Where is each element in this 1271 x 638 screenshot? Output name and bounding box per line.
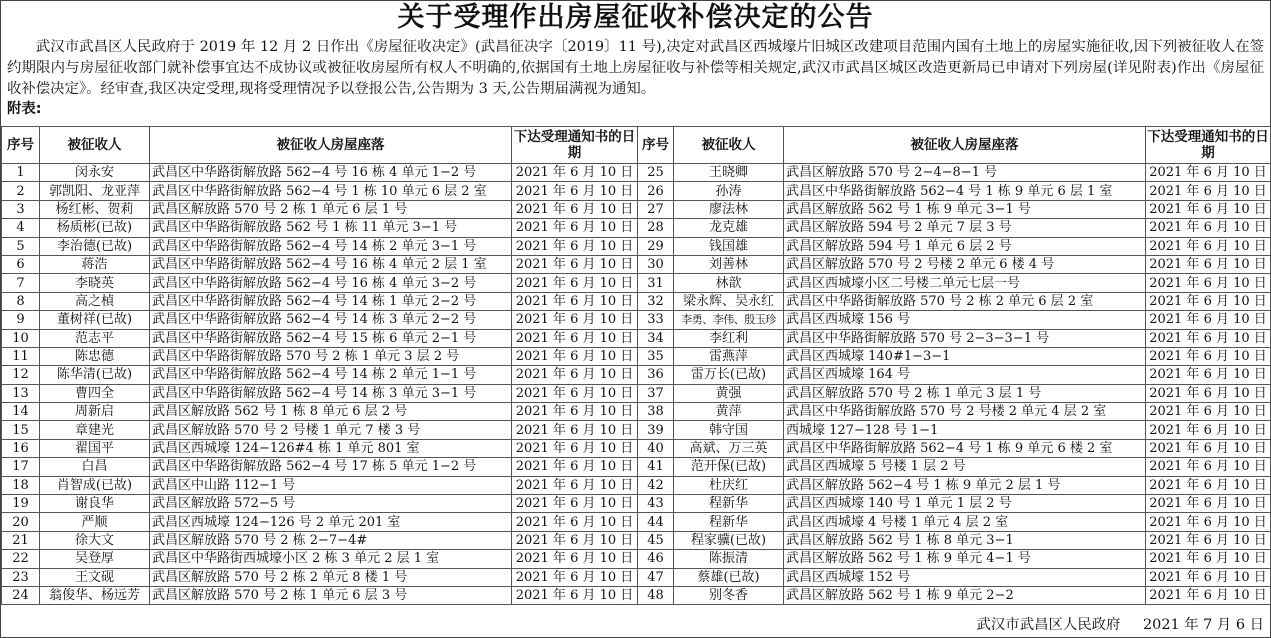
house-address: 武昌区中华路街解放路 562−4 号 1 栋 9 单元 6 楼 2 室 <box>784 439 1146 457</box>
expropriated-person: 陈忠德 <box>40 347 150 365</box>
row-number: 16 <box>2 439 40 457</box>
expropriated-person: 范开保(已故) <box>674 458 784 476</box>
house-address: 武昌区解放路 562−4 号 1 栋 9 单元 2 层 1 号 <box>784 476 1146 494</box>
house-address: 武昌区西城壕 156 号 <box>784 311 1146 329</box>
row-number: 37 <box>638 384 674 402</box>
notice-date: 2021 年 6 月 10 日 <box>1146 586 1271 604</box>
row-number: 4 <box>2 219 40 237</box>
house-address: 武昌区中华路街解放路 562−4 号 16 栋 4 单元 3−2 号 <box>150 274 512 292</box>
expropriated-person: 王文砚 <box>40 568 150 586</box>
row-number: 18 <box>2 476 40 494</box>
notice-date: 2021 年 6 月 10 日 <box>512 182 638 200</box>
row-number: 30 <box>638 255 674 273</box>
row-number: 22 <box>2 550 40 568</box>
row-number: 28 <box>638 219 674 237</box>
house-address: 武昌区西城壕 152 号 <box>784 568 1146 586</box>
notice-date: 2021 年 6 月 10 日 <box>512 531 638 549</box>
expropriated-person: 黄强 <box>674 384 784 402</box>
notice-date: 2021 年 6 月 10 日 <box>1146 347 1271 365</box>
row-number: 21 <box>2 531 40 549</box>
expropriated-person: 刘善林 <box>674 255 784 273</box>
house-address: 武昌区中华路街解放路 562−4 号 15 栋 6 单元 2−1 号 <box>150 329 512 347</box>
house-address: 武昌区解放路 572−5 号 <box>150 495 512 513</box>
row-number: 6 <box>2 255 40 273</box>
table-row <box>2 513 1271 531</box>
expropriated-person: 林歆 <box>674 274 784 292</box>
row-number: 1 <box>2 164 40 182</box>
row-number: 3 <box>2 200 40 218</box>
notice-date: 2021 年 6 月 10 日 <box>512 274 638 292</box>
notice-date: 2021 年 6 月 10 日 <box>1146 403 1271 421</box>
table-row <box>2 458 1271 476</box>
notice-date: 2021 年 6 月 10 日 <box>512 586 638 604</box>
notice-date: 2021 年 6 月 10 日 <box>512 384 638 402</box>
house-address: 武昌区解放路 562 号 1 栋 8 单元 3−1 <box>784 531 1146 549</box>
row-number: 29 <box>638 237 674 255</box>
announcement-title: 关于受理作出房屋征收补偿决定的公告 <box>397 2 874 33</box>
house-address: 武昌区西城壕 5 号楼 1 层 2 号 <box>784 458 1146 476</box>
table-body <box>2 164 1271 605</box>
notice-date: 2021 年 6 月 10 日 <box>512 311 638 329</box>
expropriated-person: 翁俊华、杨远芳 <box>40 586 150 604</box>
house-address: 武昌区中华路街解放路 570 号 2 号楼 2 单元 4 层 2 室 <box>784 403 1146 421</box>
house-address: 武昌区西城壕 124−126#4 栋 1 单元 801 室 <box>150 439 512 457</box>
table-row <box>2 164 1271 182</box>
row-number: 34 <box>638 329 674 347</box>
house-address: 武昌区西城壕 164 号 <box>784 366 1146 384</box>
expropriated-person: 孙涛 <box>674 182 784 200</box>
issue-date: 2021 年 7 月 6 日 <box>1143 617 1264 633</box>
row-number: 42 <box>638 476 674 494</box>
table-row <box>2 586 1271 604</box>
row-number: 45 <box>638 531 674 549</box>
table-row <box>2 255 1271 273</box>
row-number: 31 <box>638 274 674 292</box>
expropriated-person: 周新启 <box>40 403 150 421</box>
table-row <box>2 421 1271 439</box>
row-number: 11 <box>2 347 40 365</box>
expropriated-person: 程新华 <box>674 513 784 531</box>
notice-date: 2021 年 6 月 10 日 <box>512 164 638 182</box>
expropriated-person: 钱国雄 <box>674 237 784 255</box>
header-name-right: 被征收人 <box>674 127 784 164</box>
notice-date: 2021 年 6 月 10 日 <box>1146 255 1271 273</box>
table-row <box>2 329 1271 347</box>
table-row <box>2 476 1271 494</box>
house-address: 武昌区解放路 562 号 1 栋 9 单元 3−1 号 <box>784 200 1146 218</box>
house-address: 武昌区解放路 570 号 2 栋 1 单元 6 层 3 号 <box>150 586 512 604</box>
table-row <box>2 550 1271 568</box>
table-row <box>2 347 1271 365</box>
notice-date: 2021 年 6 月 10 日 <box>512 219 638 237</box>
expropriation-table <box>1 126 1271 605</box>
notice-date: 2021 年 6 月 10 日 <box>512 421 638 439</box>
expropriated-person: 龙克雄 <box>674 219 784 237</box>
header-address-right: 被征收人房屋座落 <box>784 127 1146 164</box>
expropriated-person: 杨红彬、贺莉 <box>40 200 150 218</box>
annex-label: 附表: <box>7 101 42 117</box>
expropriated-person: 曹四全 <box>40 384 150 402</box>
house-address: 武昌区解放路 570 号 2−4−8−1 号 <box>784 164 1146 182</box>
table-row <box>2 292 1271 310</box>
notice-date: 2021 年 6 月 10 日 <box>512 366 638 384</box>
row-number: 2 <box>2 182 40 200</box>
notice-date: 2021 年 6 月 10 日 <box>1146 476 1271 494</box>
house-address: 武昌区中华路街解放路 562−4 号 14 栋 3 单元 3−1 号 <box>150 384 512 402</box>
row-number: 38 <box>638 403 674 421</box>
expropriated-person: 李晓英 <box>40 274 150 292</box>
table-row <box>2 439 1271 457</box>
row-number: 5 <box>2 237 40 255</box>
house-address: 武昌区西城壕 140#1−3−1 <box>784 347 1146 365</box>
house-address: 武昌区中华路街解放路 562−4 号 14 栋 2 单元 3−1 号 <box>150 237 512 255</box>
house-address: 武昌区中华路街解放路 562−4 号 17 栋 5 单元 1−2 号 <box>150 458 512 476</box>
expropriated-person: 蒋浩 <box>40 255 150 273</box>
issuer: 武汉市武昌区人民政府 <box>976 617 1121 633</box>
expropriated-person: 白昌 <box>40 458 150 476</box>
row-number: 9 <box>2 311 40 329</box>
row-number: 24 <box>2 586 40 604</box>
house-address: 武昌区解放路 594 号 2 单元 7 层 3 号 <box>784 219 1146 237</box>
header-address-left: 被征收人房屋座落 <box>150 127 512 164</box>
expropriated-person: 郭凯阳、龙亚萍 <box>40 182 150 200</box>
notice-date: 2021 年 6 月 10 日 <box>1146 329 1271 347</box>
house-address: 武昌区中华路街西城壕小区 2 栋 3 单元 2 层 1 室 <box>150 550 512 568</box>
expropriated-person: 李勇、李伟、殷玉珍 <box>674 311 784 329</box>
house-address: 武昌区解放路 562 号 1 栋 8 单元 6 层 2 号 <box>150 403 512 421</box>
house-address: 武昌区西城壕 124−126 号 2 单元 201 室 <box>150 513 512 531</box>
expropriated-person: 程新华 <box>674 495 784 513</box>
house-address: 武昌区中华路街解放路 562−4 号 1 栋 9 单元 6 层 1 室 <box>784 182 1146 200</box>
house-address: 武昌区解放路 570 号 2 号楼 1 单元 7 楼 3 号 <box>150 421 512 439</box>
house-address: 武昌区中华路街解放路 562−4 号 14 栋 3 单元 2−2 号 <box>150 311 512 329</box>
notice-date: 2021 年 6 月 10 日 <box>1146 274 1271 292</box>
notice-date: 2021 年 6 月 10 日 <box>512 513 638 531</box>
notice-date: 2021 年 6 月 10 日 <box>512 495 638 513</box>
row-number: 39 <box>638 421 674 439</box>
row-number: 7 <box>2 274 40 292</box>
table-row <box>2 219 1271 237</box>
expropriated-person: 杜庆红 <box>674 476 784 494</box>
table-row <box>2 274 1271 292</box>
notice-date: 2021 年 6 月 10 日 <box>512 476 638 494</box>
table-row <box>2 182 1271 200</box>
house-address: 西城壕 127−128 号 1−1 <box>784 421 1146 439</box>
row-number: 48 <box>638 586 674 604</box>
notice-date: 2021 年 6 月 10 日 <box>1146 495 1271 513</box>
row-number: 14 <box>2 403 40 421</box>
expropriated-person: 蔡雄(已故) <box>674 568 784 586</box>
notice-date: 2021 年 6 月 10 日 <box>1146 200 1271 218</box>
expropriated-person: 闵永安 <box>40 164 150 182</box>
notice-date: 2021 年 6 月 10 日 <box>512 568 638 586</box>
row-number: 23 <box>2 568 40 586</box>
notice-date: 2021 年 6 月 10 日 <box>1146 439 1271 457</box>
row-number: 17 <box>2 458 40 476</box>
expropriated-person: 韩守国 <box>674 421 784 439</box>
notice-date: 2021 年 6 月 10 日 <box>512 403 638 421</box>
expropriated-person: 徐大文 <box>40 531 150 549</box>
header-name-left: 被征收人 <box>40 127 150 164</box>
row-number: 13 <box>2 384 40 402</box>
notice-date: 2021 年 6 月 10 日 <box>512 329 638 347</box>
notice-date: 2021 年 6 月 10 日 <box>1146 182 1271 200</box>
row-number: 36 <box>638 366 674 384</box>
row-number: 15 <box>2 421 40 439</box>
row-number: 46 <box>638 550 674 568</box>
expropriated-person: 李红利 <box>674 329 784 347</box>
table-row <box>2 568 1271 586</box>
table-row <box>2 237 1271 255</box>
row-number: 10 <box>2 329 40 347</box>
table-row <box>2 311 1271 329</box>
expropriated-person: 廖法林 <box>674 200 784 218</box>
row-number: 12 <box>2 366 40 384</box>
house-address: 武昌区解放路 562 号 1 栋 9 单元 4−1 号 <box>784 550 1146 568</box>
header-date-right: 下达受理通知书的日期 <box>1146 127 1271 164</box>
house-address: 武昌区中华路街解放路 562−4 号 1 栋 10 单元 6 层 2 室 <box>150 182 512 200</box>
house-address: 武昌区中华路街解放路 570 号 2 栋 1 单元 3 层 2 号 <box>150 347 512 365</box>
notice-date: 2021 年 6 月 10 日 <box>1146 513 1271 531</box>
expropriated-person: 杨质彬(已故) <box>40 219 150 237</box>
row-number: 8 <box>2 292 40 310</box>
notice-date: 2021 年 6 月 10 日 <box>1146 366 1271 384</box>
house-address: 武昌区西城壕 4 号楼 1 单元 4 层 2 室 <box>784 513 1146 531</box>
footer-signature <box>959 615 1264 635</box>
notice-date: 2021 年 6 月 10 日 <box>512 237 638 255</box>
house-address: 武昌区中华路街解放路 562 号 1 栋 11 单元 3−1 号 <box>150 219 512 237</box>
expropriated-person: 陈振清 <box>674 550 784 568</box>
notice-date: 2021 年 6 月 10 日 <box>512 255 638 273</box>
house-address: 武昌区解放路 570 号 2 栋 2−7−4# <box>150 531 512 549</box>
expropriated-person: 高斌、万三英 <box>674 439 784 457</box>
announcement-body: 武汉市武昌区人民政府于 2019 年 12 月 2 日作出《房屋征收决定》(武昌征决字〔2019〕11 号),决定对武昌区西城壕片旧城区改建项目范围内国有土地上的房屋实施征收,因下列被征收人在签约期限内与房屋征收部门就补偿事宜达不成协议或被征收房屋所有权人不明确的,依据国有土地上房屋征收与补偿等相关规定,武汉市武昌区城区改造更新局已申请对下列房屋(详见附表)作出《房屋征收补偿决定》。经审查,我区决定受理,现将受理情况予以登报公告,公告期为 3 天,公告期届满视为通知。 <box>7 39 1264 97</box>
expropriated-person: 董树祥(已故) <box>40 311 150 329</box>
expropriated-person: 谢良华 <box>40 495 150 513</box>
expropriated-person: 梁永辉、吴永红 <box>674 292 784 310</box>
table-row <box>2 200 1271 218</box>
house-address: 武昌区中华路街解放路 570 号 2 栋 2 单元 6 层 2 室 <box>784 292 1146 310</box>
expropriated-person: 章建光 <box>40 421 150 439</box>
row-number: 32 <box>638 292 674 310</box>
row-number: 25 <box>638 164 674 182</box>
expropriated-person: 雷燕萍 <box>674 347 784 365</box>
row-number: 19 <box>2 495 40 513</box>
notice-date: 2021 年 6 月 10 日 <box>512 200 638 218</box>
house-address: 武昌区西城壕小区二号楼二单元七层一号 <box>784 274 1146 292</box>
notice-date: 2021 年 6 月 10 日 <box>1146 550 1271 568</box>
house-address: 武昌区中华路街解放路 562−4 号 14 栋 2 单元 1−1 号 <box>150 366 512 384</box>
row-number: 43 <box>638 495 674 513</box>
house-address: 武昌区中华路街解放路 562−4 号 16 栋 4 单元 1−2 号 <box>150 164 512 182</box>
notice-date: 2021 年 6 月 10 日 <box>512 439 638 457</box>
row-number: 20 <box>2 513 40 531</box>
house-address: 武昌区解放路 570 号 2 号楼 2 单元 6 楼 4 号 <box>784 255 1146 273</box>
expropriated-person: 高之楨 <box>40 292 150 310</box>
notice-date: 2021 年 6 月 10 日 <box>1146 421 1271 439</box>
row-number: 41 <box>638 458 674 476</box>
header-no-left: 序号 <box>2 127 40 164</box>
notice-date: 2021 年 6 月 10 日 <box>1146 311 1271 329</box>
expropriated-person: 程家骥(已故) <box>674 531 784 549</box>
expropriated-person: 王晓卿 <box>674 164 784 182</box>
expropriated-person: 陈华清(已故) <box>40 366 150 384</box>
house-address: 武昌区解放路 594 号 1 单元 6 层 2 号 <box>784 237 1146 255</box>
notice-date: 2021 年 6 月 10 日 <box>1146 458 1271 476</box>
house-address: 武昌区解放路 570 号 2 栋 1 单元 6 层 1 号 <box>150 200 512 218</box>
expropriated-person: 别冬香 <box>674 586 784 604</box>
house-address: 武昌区西城壕 140 号 1 单元 1 层 2 号 <box>784 495 1146 513</box>
house-address: 武昌区解放路 570 号 2 栋 2 单元 8 楼 1 号 <box>150 568 512 586</box>
table-row <box>2 531 1271 549</box>
row-number: 35 <box>638 347 674 365</box>
expropriated-person: 肖智成(已故) <box>40 476 150 494</box>
expropriated-person: 严顺 <box>40 513 150 531</box>
house-address: 武昌区中华路街解放路 562−4 号 16 栋 4 单元 2 层 1 室 <box>150 255 512 273</box>
notice-date: 2021 年 6 月 10 日 <box>512 550 638 568</box>
row-number: 47 <box>638 568 674 586</box>
notice-date: 2021 年 6 月 10 日 <box>512 292 638 310</box>
row-number: 27 <box>638 200 674 218</box>
table-row <box>2 403 1271 421</box>
expropriated-person: 范志平 <box>40 329 150 347</box>
notice-date: 2021 年 6 月 10 日 <box>1146 164 1271 182</box>
notice-date: 2021 年 6 月 10 日 <box>1146 237 1271 255</box>
notice-date: 2021 年 6 月 10 日 <box>512 347 638 365</box>
notice-date: 2021 年 6 月 10 日 <box>1146 292 1271 310</box>
row-number: 26 <box>638 182 674 200</box>
notice-date: 2021 年 6 月 10 日 <box>1146 219 1271 237</box>
header-date-left: 下达受理通知书的日期 <box>512 127 638 164</box>
notice-date: 2021 年 6 月 10 日 <box>1146 384 1271 402</box>
house-address: 武昌区解放路 562 号 1 栋 9 单元 2−2 <box>784 586 1146 604</box>
table-row <box>2 495 1271 513</box>
table-row <box>2 384 1271 402</box>
row-number: 40 <box>638 439 674 457</box>
notice-date: 2021 年 6 月 10 日 <box>1146 531 1271 549</box>
expropriated-person: 黄萍 <box>674 403 784 421</box>
expropriated-person: 雷万长(已故) <box>674 366 784 384</box>
notice-date: 2021 年 6 月 10 日 <box>512 458 638 476</box>
house-address: 武昌区中华路街解放路 562−4 号 14 栋 1 单元 2−2 号 <box>150 292 512 310</box>
header-no-right: 序号 <box>638 127 674 164</box>
expropriated-person: 翟国平 <box>40 439 150 457</box>
table-row <box>2 366 1271 384</box>
notice-date: 2021 年 6 月 10 日 <box>1146 568 1271 586</box>
house-address: 武昌区中山路 112−1 号 <box>150 476 512 494</box>
row-number: 33 <box>638 311 674 329</box>
row-number: 44 <box>638 513 674 531</box>
house-address: 武昌区解放路 570 号 2 栋 1 单元 3 层 1 号 <box>784 384 1146 402</box>
house-address: 武昌区中华路街解放路 570 号 2−3−3−1 号 <box>784 329 1146 347</box>
table-header-row <box>2 127 1271 164</box>
expropriated-person: 吴登厚 <box>40 550 150 568</box>
expropriated-person: 李治德(已故) <box>40 237 150 255</box>
